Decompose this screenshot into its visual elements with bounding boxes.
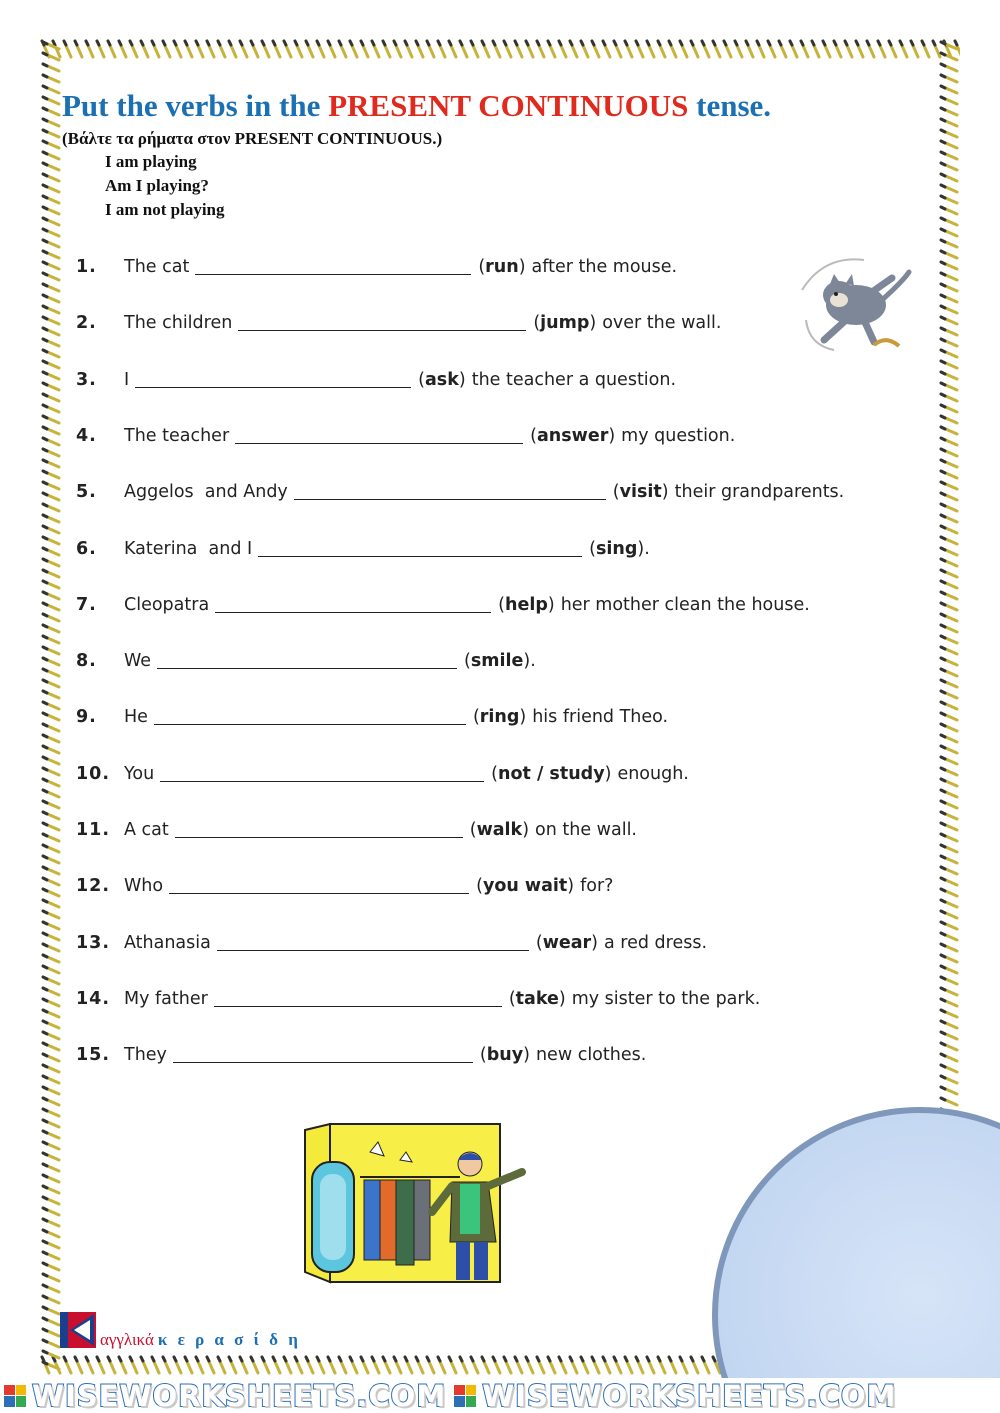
paren-close: )	[608, 426, 616, 446]
verb-hint: you wait	[482, 876, 568, 896]
pencil-border-top	[40, 38, 960, 60]
answer-blank[interactable]	[135, 372, 411, 388]
exercise-subject: Athanasia	[124, 933, 211, 953]
exercise-item	[76, 646, 536, 676]
answer-blank[interactable]	[214, 991, 502, 1007]
exercise-subject: Cleopatra	[124, 595, 210, 615]
cat-cartoon-image	[794, 250, 914, 360]
exercise-item	[76, 928, 707, 958]
verb-hint: jump	[540, 313, 590, 333]
verb-hint: answer	[536, 426, 609, 446]
exercise-rest: after the mouse.	[531, 257, 678, 277]
exercise-item	[76, 702, 668, 732]
exercise-number: 7.	[76, 595, 97, 615]
exercise-subject: I	[124, 370, 130, 390]
exercise-subject: The cat	[124, 257, 190, 277]
example-question: Am I playing?	[105, 176, 209, 195]
example-affirmative: I am playing	[105, 152, 197, 171]
exercise-subject: A cat	[124, 820, 169, 840]
exercise-subject: The teacher	[124, 426, 230, 446]
paren-open: (	[589, 539, 596, 559]
example-negative: I am not playing	[105, 200, 225, 219]
exercise-number: 15.	[76, 1045, 111, 1065]
paren-open: (	[508, 989, 516, 1009]
page-title	[62, 88, 922, 124]
answer-blank[interactable]	[169, 878, 469, 894]
exercise-rest: new clothes.	[535, 1045, 647, 1065]
exercise-rest: the teacher a question.	[471, 370, 677, 390]
paren-close: )	[661, 482, 669, 502]
paren-open: (	[418, 370, 425, 390]
exercise-item	[76, 815, 637, 845]
verb-hint: smile	[470, 651, 524, 671]
answer-blank[interactable]	[217, 935, 529, 951]
pencil-pattern-left	[40, 40, 62, 1370]
wardrobe-clipart-image	[300, 1122, 530, 1287]
title-part-1: Put the verbs in the	[62, 88, 329, 123]
exercise-subject: Katerina and I	[124, 539, 253, 559]
paren-close: )	[522, 820, 530, 840]
paren-close: )	[547, 595, 555, 615]
verb-hint: help	[505, 595, 548, 615]
exercise-number: 11.	[76, 820, 111, 840]
watermark-strip	[0, 1378, 1000, 1413]
exercise-number: 13.	[76, 933, 111, 953]
paren-open: (	[535, 933, 543, 953]
paren-open: (	[491, 764, 498, 784]
watermark-text: WISEWORKSHEETS.COM	[482, 1378, 897, 1413]
answer-blank[interactable]	[157, 653, 457, 669]
exercise-number: 3.	[76, 370, 97, 390]
verb-hint: not / study	[498, 764, 605, 784]
answer-blank[interactable]	[173, 1047, 473, 1063]
exercise-item	[76, 365, 676, 395]
paren-open: (	[478, 257, 486, 277]
verb-hint: walk	[476, 820, 523, 840]
verb-hint: visit	[619, 482, 662, 502]
pencil-pattern-top	[40, 38, 960, 60]
exercise-rest: her mother clean the house.	[560, 595, 810, 615]
paren-close: )	[523, 651, 531, 671]
exercise-subject: The children	[124, 313, 233, 333]
exercise-number: 8.	[76, 651, 97, 671]
watermark-logo-icon	[454, 1385, 476, 1407]
paren-open: (	[472, 707, 480, 727]
answer-blank[interactable]	[160, 766, 484, 782]
publisher-logo	[60, 1312, 300, 1352]
answer-blank[interactable]	[258, 541, 582, 557]
verb-hint: sing	[596, 539, 638, 559]
exercise-subject: We	[124, 651, 152, 671]
paren-open: (	[498, 595, 505, 615]
paren-close: )	[558, 989, 566, 1009]
answer-blank[interactable]	[235, 428, 523, 444]
exercise-item	[76, 308, 721, 338]
pencil-border-left	[40, 40, 62, 1370]
exercise-item	[76, 984, 760, 1014]
exercise-number: 5.	[76, 482, 97, 502]
exercise-item	[76, 534, 650, 564]
instruction-greek: (Βάλτε τα ρήματα στον PRESENT CONTINUOUS.)	[62, 129, 443, 148]
paren-close: )	[567, 876, 575, 896]
exercise-rest: their grandparents.	[674, 482, 845, 502]
paren-open: (	[533, 313, 541, 333]
exercise-rest: my sister to the park.	[571, 989, 761, 1009]
verb-hint: ask	[425, 370, 459, 390]
answer-blank[interactable]	[294, 484, 606, 500]
paren-close: )	[604, 764, 612, 784]
logo-text	[100, 1330, 301, 1350]
paren-open: (	[479, 1045, 487, 1065]
paren-open: (	[612, 482, 620, 502]
decorative-bubble	[700, 1105, 1000, 1405]
verb-hint: ring	[479, 707, 520, 727]
verb-hint: run	[485, 257, 519, 277]
exercise-rest: enough.	[617, 764, 689, 784]
paren-close: )	[591, 933, 598, 953]
exercise-number: 10.	[76, 764, 111, 784]
paren-close: )	[637, 539, 645, 559]
verb-hint: buy	[486, 1045, 524, 1065]
paren-close: )	[589, 313, 597, 333]
exercise-number: 12.	[76, 876, 111, 896]
exercise-item	[76, 1040, 646, 1070]
paren-close: )	[458, 370, 466, 390]
exercise-item	[76, 590, 810, 620]
verb-hint: take	[515, 989, 559, 1009]
exercise-number: 14.	[76, 989, 111, 1009]
watermark-text: WISEWORKSHEETS.COM	[32, 1378, 447, 1413]
paren-open: (	[464, 651, 471, 671]
paren-open: (	[469, 820, 477, 840]
exercise-number: 4.	[76, 426, 97, 446]
exercise-rest: .	[644, 539, 650, 559]
title-highlight: PRESENT CONTINUOUS	[328, 88, 689, 123]
exercise-item	[76, 421, 735, 451]
exercise-number: 6.	[76, 539, 97, 559]
logo-mark-icon	[60, 1312, 96, 1348]
exercise-subject: They	[124, 1045, 167, 1065]
watermark-item	[4, 1379, 446, 1413]
exercise-number: 1.	[76, 257, 97, 277]
paren-open: (	[530, 426, 537, 446]
paren-open: (	[476, 876, 483, 896]
paren-close: )	[523, 1045, 530, 1065]
title-part-2: tense.	[688, 88, 772, 123]
logo-text-red: αγγλικά	[100, 1330, 154, 1349]
exercise-subject: You	[124, 764, 155, 784]
exercise-rest: .	[530, 651, 536, 671]
exercise-item	[76, 477, 844, 507]
answer-blank[interactable]	[195, 259, 471, 275]
exercise-rest: his friend Theo.	[532, 707, 669, 727]
paren-close: )	[518, 257, 526, 277]
answer-blank[interactable]	[215, 597, 491, 613]
exercise-rest: on the wall.	[535, 820, 637, 840]
answer-blank[interactable]	[238, 315, 526, 331]
exercise-rest: a red dress.	[604, 933, 708, 953]
exercise-subject: He	[124, 707, 148, 727]
watermark-logo-icon	[4, 1385, 26, 1407]
logo-text-blue: κ ε ρ α σ ί δ η	[157, 1330, 301, 1349]
exercise-subject: Aggelos and Andy	[124, 482, 288, 502]
exercise-item	[76, 759, 689, 789]
exercise-subject: Who	[124, 876, 164, 896]
exercise-item	[76, 252, 677, 282]
exercise-item	[76, 871, 613, 901]
exercise-rest: for?	[580, 876, 614, 896]
exercise-subject: My father	[124, 989, 208, 1009]
verb-hint: wear	[542, 933, 592, 953]
exercise-number: 2.	[76, 313, 97, 333]
answer-blank[interactable]	[175, 822, 463, 838]
watermark-item	[454, 1379, 896, 1413]
paren-close: )	[519, 707, 527, 727]
answer-blank[interactable]	[154, 709, 466, 725]
exercise-number: 9.	[76, 707, 97, 727]
exercise-rest: over the wall.	[602, 313, 722, 333]
exercise-rest: my question.	[621, 426, 736, 446]
